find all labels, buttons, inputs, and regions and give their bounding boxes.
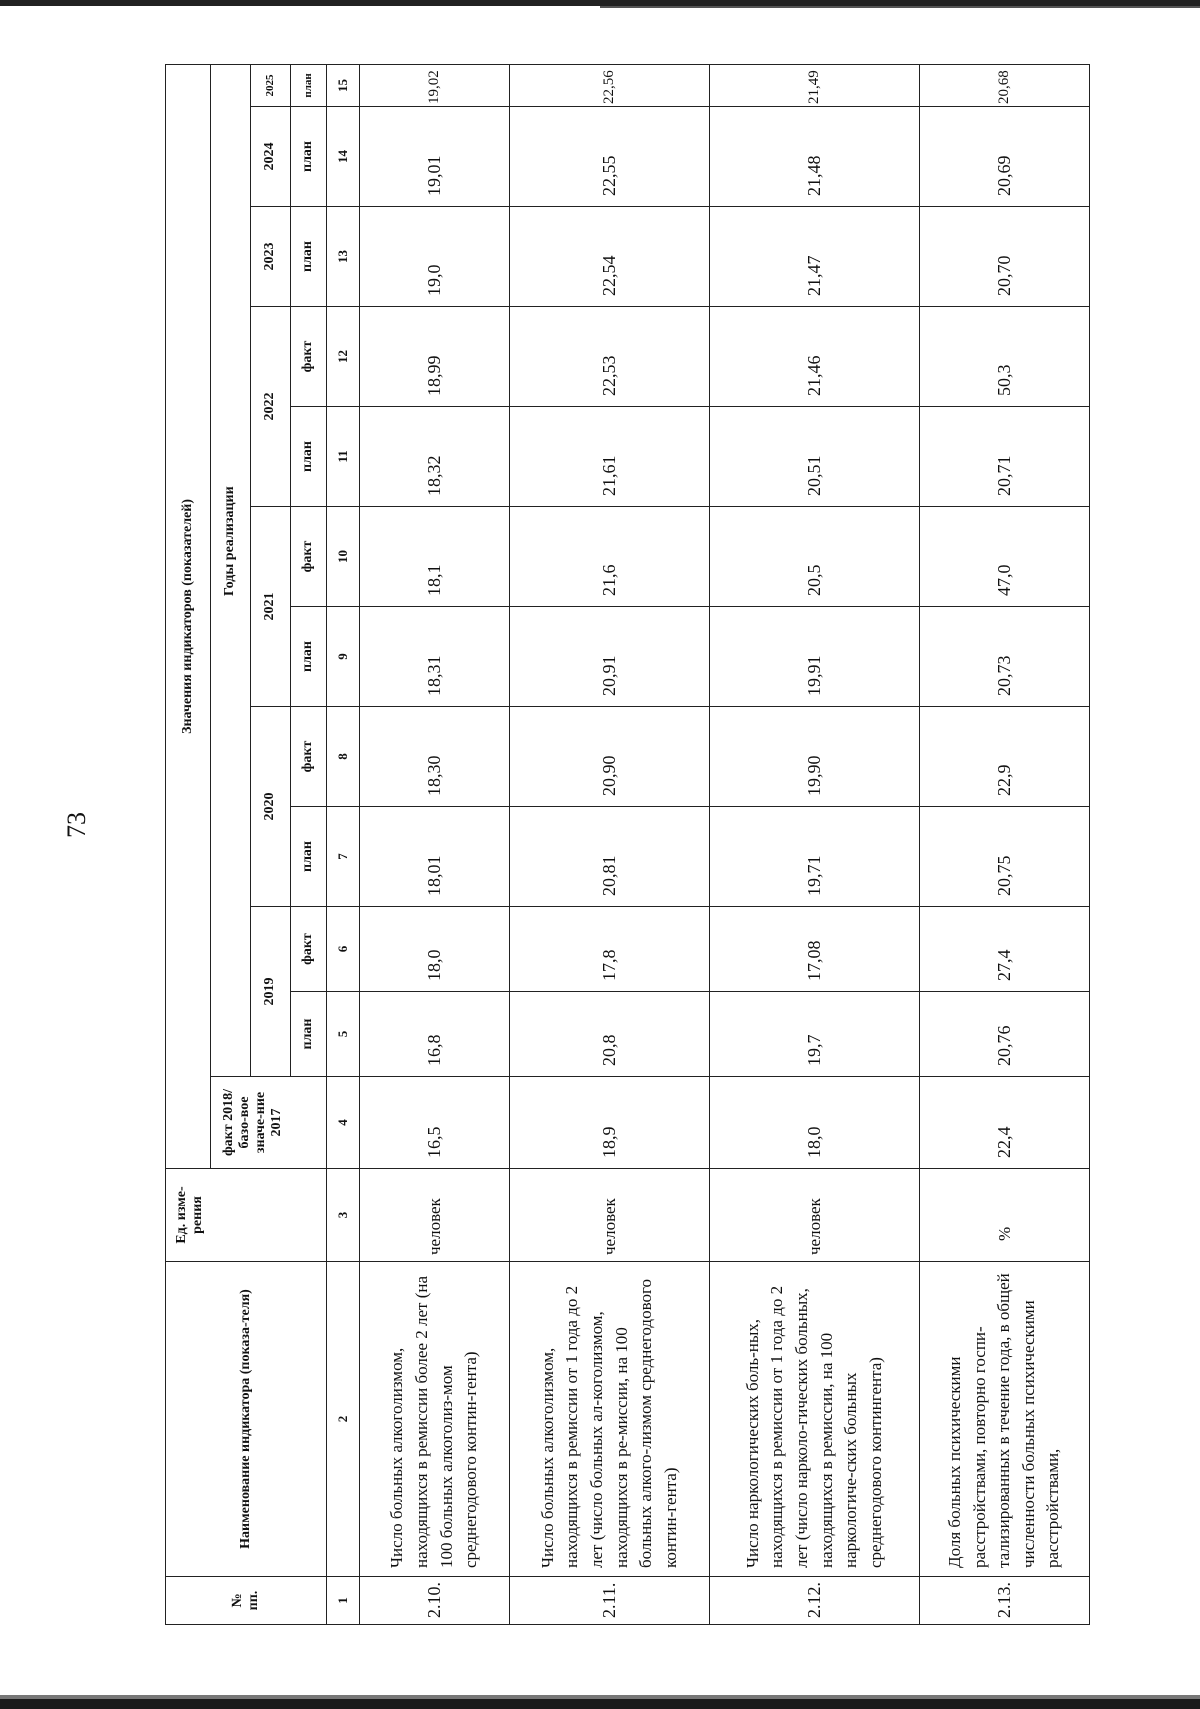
value-2025-plan: 21,49 — [710, 64, 920, 106]
header-unit: Ед. изме-рения — [166, 1169, 327, 1262]
rotated-table-container — [165, 65, 1090, 1625]
value-2022-plan: 21,61 — [510, 407, 710, 507]
table-row — [360, 64, 510, 1624]
value-2021-fact: 47,0 — [920, 507, 1090, 607]
value-2020-plan: 19,71 — [710, 807, 920, 907]
indicator-name: Число больных алкоголизмом, находящихся в ремиссии от 1 года до 2 лет (число больных ал-коголизмом, находящихся в ре-миссии, на 100 больных алкого-лизмом среднегодового контин-гента) — [510, 1262, 710, 1577]
header-plan: план — [291, 107, 327, 207]
column-number: 5 — [327, 992, 360, 1077]
column-number: 11 — [327, 407, 360, 507]
value-2020-fact: 20,90 — [510, 707, 710, 807]
value-2020-plan: 20,81 — [510, 807, 710, 907]
value-2020-plan: 20,75 — [920, 807, 1090, 907]
value-2021-fact: 20,5 — [710, 507, 920, 607]
header-plan: план — [291, 992, 327, 1077]
scan-bottom-edge — [0, 1699, 1200, 1709]
column-number: 8 — [327, 707, 360, 807]
value-2024-plan: 20,69 — [920, 107, 1090, 207]
header-year-2022: 2022 — [251, 307, 291, 507]
value-2025-plan: 20,68 — [920, 64, 1090, 106]
value-2025-plan: 19,02 — [360, 64, 510, 106]
value-2022-fact: 21,46 — [710, 307, 920, 407]
value-2022-plan: 20,51 — [710, 407, 920, 507]
header-year-2021: 2021 — [251, 507, 291, 707]
value-2022-plan: 20,71 — [920, 407, 1090, 507]
header-year-2025: 2025 — [251, 64, 291, 106]
value-2019-plan: 19,7 — [710, 992, 920, 1077]
base-value: 22,4 — [920, 1077, 1090, 1169]
column-number: 9 — [327, 607, 360, 707]
scan-top-edge-shadow — [600, 6, 1200, 8]
header-plan: план — [291, 807, 327, 907]
column-number: 10 — [327, 507, 360, 607]
indicator-unit: человек — [360, 1169, 510, 1262]
value-2019-plan: 20,8 — [510, 992, 710, 1077]
column-number: 13 — [327, 207, 360, 307]
value-2022-fact: 22,53 — [510, 307, 710, 407]
value-2021-plan: 20,91 — [510, 607, 710, 707]
row-number: 2.12. — [710, 1577, 920, 1625]
value-2019-fact: 17,08 — [710, 907, 920, 992]
header-year-2019: 2019 — [251, 907, 291, 1077]
header-name: Наименование индикатора (показа-теля) — [166, 1262, 327, 1577]
header-years-group: Годы реализации — [211, 64, 251, 1076]
header-fact: факт — [291, 307, 327, 407]
table-row — [510, 64, 710, 1624]
column-number: 4 — [327, 1077, 360, 1169]
base-value: 18,0 — [710, 1077, 920, 1169]
header-fact: факт — [291, 507, 327, 607]
column-number: 6 — [327, 907, 360, 992]
column-number: 2 — [327, 1262, 360, 1577]
value-2021-plan: 19,91 — [710, 607, 920, 707]
value-2022-fact: 18,99 — [360, 307, 510, 407]
header-year-2023: 2023 — [251, 207, 291, 307]
header-year-2024: 2024 — [251, 107, 291, 207]
header-plan: план — [291, 207, 327, 307]
value-2021-plan: 18,31 — [360, 607, 510, 707]
header-values-group: Значения индикаторов (показателей) — [166, 64, 211, 1168]
value-2024-plan: 19,01 — [360, 107, 510, 207]
base-value: 18,9 — [510, 1077, 710, 1169]
value-2019-fact: 18,0 — [360, 907, 510, 992]
indicators-table — [165, 64, 1090, 1625]
row-number: 2.13. — [920, 1577, 1090, 1625]
header-plan: план — [291, 607, 327, 707]
indicator-name: Число больных алкоголизмом, находящихся в ремиссии более 2 лет (на 100 больных алкоголиз-мом среднегодового контин-гента) — [360, 1262, 510, 1577]
value-2023-plan: 20,70 — [920, 207, 1090, 307]
column-number: 12 — [327, 307, 360, 407]
column-number-row — [327, 64, 360, 1624]
value-2021-plan: 20,73 — [920, 607, 1090, 707]
value-2020-fact: 18,30 — [360, 707, 510, 807]
value-2023-plan: 19,0 — [360, 207, 510, 307]
column-number: 3 — [327, 1169, 360, 1262]
indicator-unit: человек — [710, 1169, 920, 1262]
column-number: 14 — [327, 107, 360, 207]
value-2022-plan: 18,32 — [360, 407, 510, 507]
table-row — [920, 64, 1090, 1624]
value-2020-plan: 18,01 — [360, 807, 510, 907]
indicator-unit: % — [920, 1169, 1090, 1262]
value-2019-plan: 16,8 — [360, 992, 510, 1077]
column-number: 15 — [327, 64, 360, 106]
header-no: № пп. — [166, 1577, 327, 1625]
value-2019-fact: 27,4 — [920, 907, 1090, 992]
value-2021-fact: 21,6 — [510, 507, 710, 607]
header-fact: факт — [291, 907, 327, 992]
value-2019-fact: 17,8 — [510, 907, 710, 992]
value-2024-plan: 22,55 — [510, 107, 710, 207]
row-number: 2.10. — [360, 1577, 510, 1625]
value-2020-fact: 19,90 — [710, 707, 920, 807]
value-2021-fact: 18,1 — [360, 507, 510, 607]
header-fact: факт — [291, 707, 327, 807]
indicator-unit: человек — [510, 1169, 710, 1262]
value-2022-fact: 50,3 — [920, 307, 1090, 407]
table-row — [710, 64, 920, 1624]
page-number: 73 — [62, 812, 91, 838]
value-2023-plan: 21,47 — [710, 207, 920, 307]
value-2020-fact: 22,9 — [920, 707, 1090, 807]
column-number: 7 — [327, 807, 360, 907]
value-2023-plan: 22,54 — [510, 207, 710, 307]
column-number: 1 — [327, 1577, 360, 1625]
header-plan: план — [291, 64, 327, 106]
value-2025-plan: 22,56 — [510, 64, 710, 106]
header-base: факт 2018/базо-вое значе-ние 2017 — [211, 1077, 327, 1169]
header-plan: план — [291, 407, 327, 507]
indicator-name: Доля больных психическими расстройствами, повторно госпи-тализированных в течение года, в общей численности больных психическими расстройствами, — [920, 1262, 1090, 1577]
indicator-name: Число наркологических боль-ных, находящихся в ремиссии от 1 года до 2 лет (число нарколо-гических больных, находящихся в ремиссии, на 100 наркологиче-ских больных среднегодового контингента) — [710, 1262, 920, 1577]
header-year-2020: 2020 — [251, 707, 291, 907]
base-value: 16,5 — [360, 1077, 510, 1169]
value-2019-plan: 20,76 — [920, 992, 1090, 1077]
value-2024-plan: 21,48 — [710, 107, 920, 207]
row-number: 2.11. — [510, 1577, 710, 1625]
